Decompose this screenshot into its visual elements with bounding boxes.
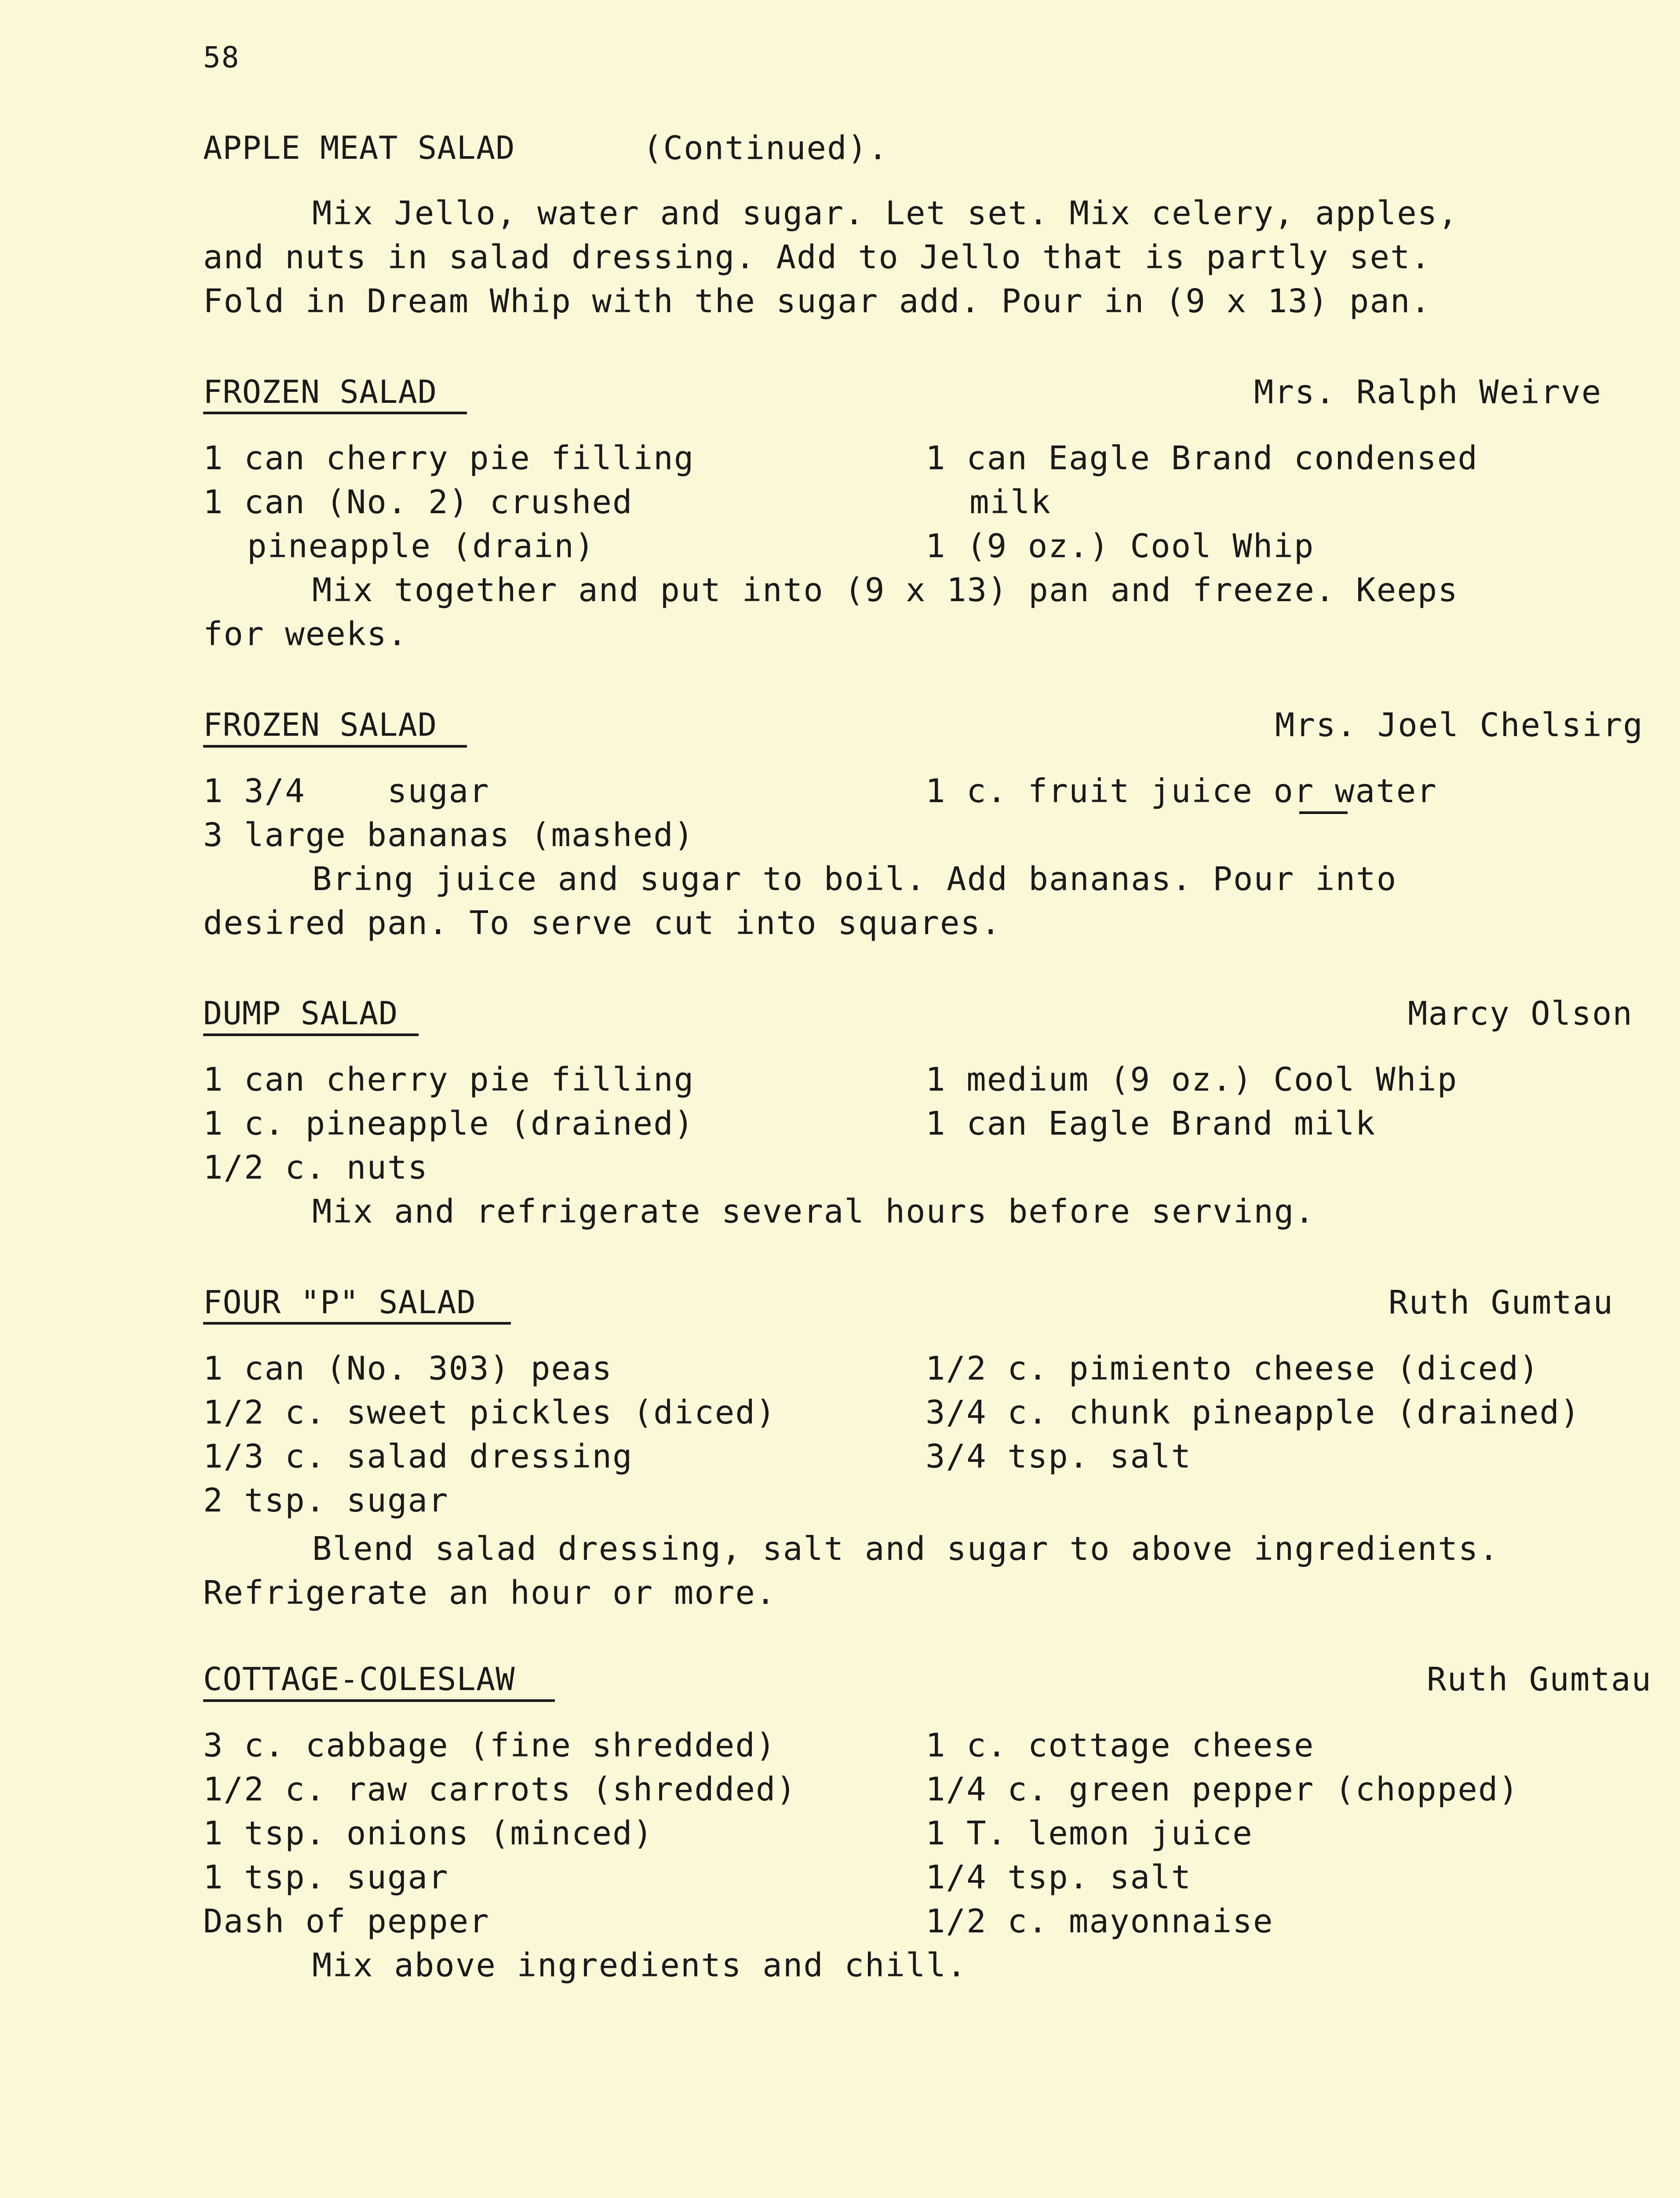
ingredient: 1 can cherry pie filling	[203, 439, 695, 477]
ingredient: 1 (9 oz.) Cool Whip	[926, 527, 1315, 565]
ingredient: milk	[969, 483, 1052, 521]
recipe-author: Ruth Gumtau	[1388, 1284, 1614, 1322]
direction-line: and nuts in salad dressing. Add to Jello that is partly set.	[203, 238, 1432, 276]
ingredient: 1/2 c. sweet pickles (diced)	[203, 1394, 776, 1431]
ingredient: 3 c. cabbage (fine shredded)	[203, 1727, 776, 1764]
direction-line: Mix together and put into (9 x 13) pan and freeze. Keeps	[312, 571, 1458, 609]
direction-line: Bring juice and sugar to boil. Add bananas. Pour into	[312, 860, 1397, 898]
ingredient: 1 medium (9 oz.) Cool Whip	[926, 1061, 1458, 1099]
recipe-author: Ruth Gumtau	[1427, 1661, 1652, 1698]
ingredient: 1 T. lemon juice	[926, 1815, 1253, 1852]
ingredient: 1 can Eagle Brand milk	[926, 1105, 1376, 1143]
ingredient: 1 c. pineapple (drained)	[203, 1105, 695, 1143]
title-underline	[203, 412, 467, 414]
direction-line: Mix above ingredients and chill.	[312, 1946, 967, 1984]
ingredient: 1 c. cottage cheese	[926, 1727, 1315, 1764]
ingredient: 1/4 c. green pepper (chopped)	[926, 1771, 1520, 1808]
title-underline	[203, 745, 467, 748]
recipe-title: APPLE MEAT SALAD	[203, 129, 515, 166]
recipe-title: FOUR "P" SALAD	[203, 1284, 476, 1321]
ingredient: 1 tsp. onions (minced)	[203, 1815, 654, 1852]
recipe-title-suffix: (Continued).	[643, 129, 889, 167]
ingredient: 1 c. fruit juice or water	[926, 772, 1437, 810]
recipe-title: COTTAGE-COLESLAW	[203, 1661, 515, 1698]
title-underline	[203, 1033, 419, 1036]
recipe-author: Marcy Olson	[1408, 995, 1633, 1033]
direction-line: Blend salad dressing, salt and sugar to above ingredients.	[312, 1530, 1500, 1568]
ingredient: 1 tsp. sugar	[203, 1858, 449, 1896]
ingredient: 1/2 c. mayonnaise	[926, 1902, 1274, 1940]
ingredient: 2 tsp. sugar	[203, 1482, 449, 1519]
direction-line: Fold in Dream Whip with the sugar add. Pour in (9 x 13) pan.	[203, 282, 1432, 320]
ingredient: 1/2 c. nuts	[203, 1149, 429, 1187]
ingredient: 1 can Eagle Brand condensed	[926, 439, 1478, 477]
ingredient: 1 can cherry pie filling	[203, 1061, 695, 1099]
ingredient: 3/4 c. chunk pineapple (drained)	[926, 1394, 1581, 1431]
recipe-title: FROZEN SALAD	[203, 373, 437, 410]
ingredient: 3 large bananas (mashed)	[203, 816, 695, 854]
ingredient: Dash of pepper	[203, 1902, 490, 1940]
recipe-author: Mrs. Joel Chelsirg	[1275, 706, 1644, 744]
ingredient: 3/4 tsp. salt	[926, 1438, 1192, 1475]
ingredient: 1 can (No. 2) crushed	[203, 483, 633, 521]
ingredient: 1 can (No. 303) peas	[203, 1350, 613, 1387]
direction-line: Mix Jello, water and sugar. Let set. Mix celery, apples,	[312, 194, 1458, 232]
recipe-title: DUMP SALAD	[203, 995, 398, 1032]
or-underline	[1299, 811, 1348, 814]
ingredient: 1/4 tsp. salt	[926, 1858, 1192, 1896]
direction-line: for weeks.	[203, 615, 408, 653]
ingredient: 1/3 c. salad dressing	[203, 1438, 633, 1475]
ingredient: pineapple (drain)	[247, 527, 595, 565]
ingredient: 1/2 c. raw carrots (shredded)	[203, 1771, 797, 1808]
recipe-author: Mrs. Ralph Weirve	[1254, 373, 1602, 411]
direction-line: Mix and refrigerate several hours before serving.	[312, 1193, 1316, 1230]
ingredient: 1 3/4 sugar	[203, 772, 490, 810]
title-underline	[203, 1322, 511, 1325]
recipe-title: FROZEN SALAD	[203, 706, 437, 743]
page-number: 58	[203, 40, 240, 74]
direction-line: Refrigerate an hour or more.	[203, 1574, 776, 1612]
ingredient: 1/2 c. pimiento cheese (diced)	[926, 1350, 1540, 1387]
direction-line: desired pan. To serve cut into squares.	[203, 904, 1002, 942]
title-underline	[203, 1699, 555, 1702]
